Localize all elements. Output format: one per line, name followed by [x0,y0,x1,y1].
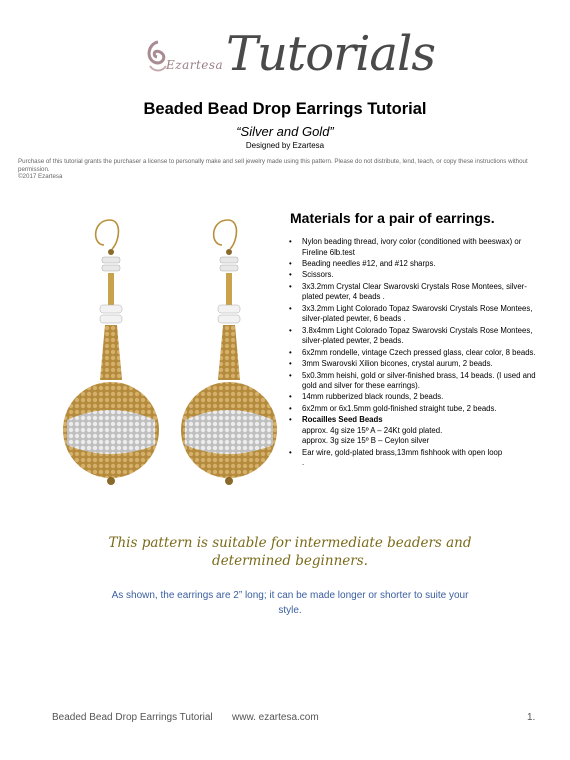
seed-beads-label: Rocailles Seed Beads [302,415,383,425]
earrings-illustration [62,205,282,515]
ear-wire-text: Ear wire, gold-plated brass,13mm fishhook with open loop [302,447,503,457]
page-number: 1. [527,712,536,723]
logo-tutorials-text: Tutorials [226,26,436,82]
size-note: As shown, the earrings are 2” long; it can be made longer or shorter to suite your style. [111,590,469,616]
footer-url: www. ezartesa.com [232,712,319,723]
earrings-photo [62,205,282,515]
list-item: • Beading needles #12, and #12 sharps. [285,259,540,270]
list-item: • Nylon beading thread, ivory color (conditioned with beeswax) or Fireline 6lb.test [285,237,540,258]
list-item: • 6x2mm or 6x1.5mm gold-finished straight tube, 2 beads. [285,404,540,415]
ear-wire-tail: . [302,458,305,468]
list-item-ear-wire [285,448,540,469]
list-item-seed-beads [285,415,540,447]
license-notice: Purchase of this tutorial grants the purchaser a license to personally make and sell jewelry made using this pattern. Please do not distribute, lend, teach, or copy these instructions without permission. [18,158,528,173]
seed-beads-line-2: approx. 3g size 15º B – Ceylon silver [302,436,430,446]
seed-beads-line-1: approx. 4g size 15º A – 24Kt gold plated. [302,425,443,435]
footer-title: Beaded Bead Drop Earrings Tutorial [52,712,213,723]
logo [130,22,450,92]
list-item: • 6x2mm rondelle, vintage Czech pressed glass, clear color, 8 beads. [285,348,540,359]
page-title: Beaded Bead Drop Earrings Tutorial [143,100,427,118]
list-item: • 3x3.2mm Light Colorado Topaz Swarovski Crystals Rose Montees, silver-plated pewter, 6 beads . [285,304,540,325]
materials-list [285,237,540,470]
list-item: • 3.8x4mm Light Colorado Topaz Swarovski Crystals Rose Montees, silver-plated pewter, 2 beads. [285,326,540,347]
left-earring [63,220,159,485]
materials-heading: Materials for a pair of earrings. [290,210,495,226]
list-item: • 14mm rubberized black rounds, 2 beads. [285,392,540,403]
logo-brand-text: Ezartesa [166,58,224,72]
list-item: • Scissors. [285,270,540,281]
list-item: • 5x0.3mm heishi, gold or silver-finished brass, 14 beads. (I used and gold and silver for these earrings). [285,371,540,392]
page-subtitle: “Silver and Gold” [236,124,334,139]
list-item: • 3x3.2mm Crystal Clear Swarovski Crystals Rose Montees, silver-plated pewter, 4 beads . [285,282,540,303]
copyright-notice: ©2017 Ezartesa [18,173,63,180]
designer-credit: Designed by Ezartesa [245,141,325,150]
right-earring [181,220,277,485]
skill-level-note: This pattern is suitable for intermediate beaders and determined beginners. [108,535,472,569]
list-item: • 3mm Swarovski Xilion bicones, crystal aurum, 2 beads. [285,359,540,370]
